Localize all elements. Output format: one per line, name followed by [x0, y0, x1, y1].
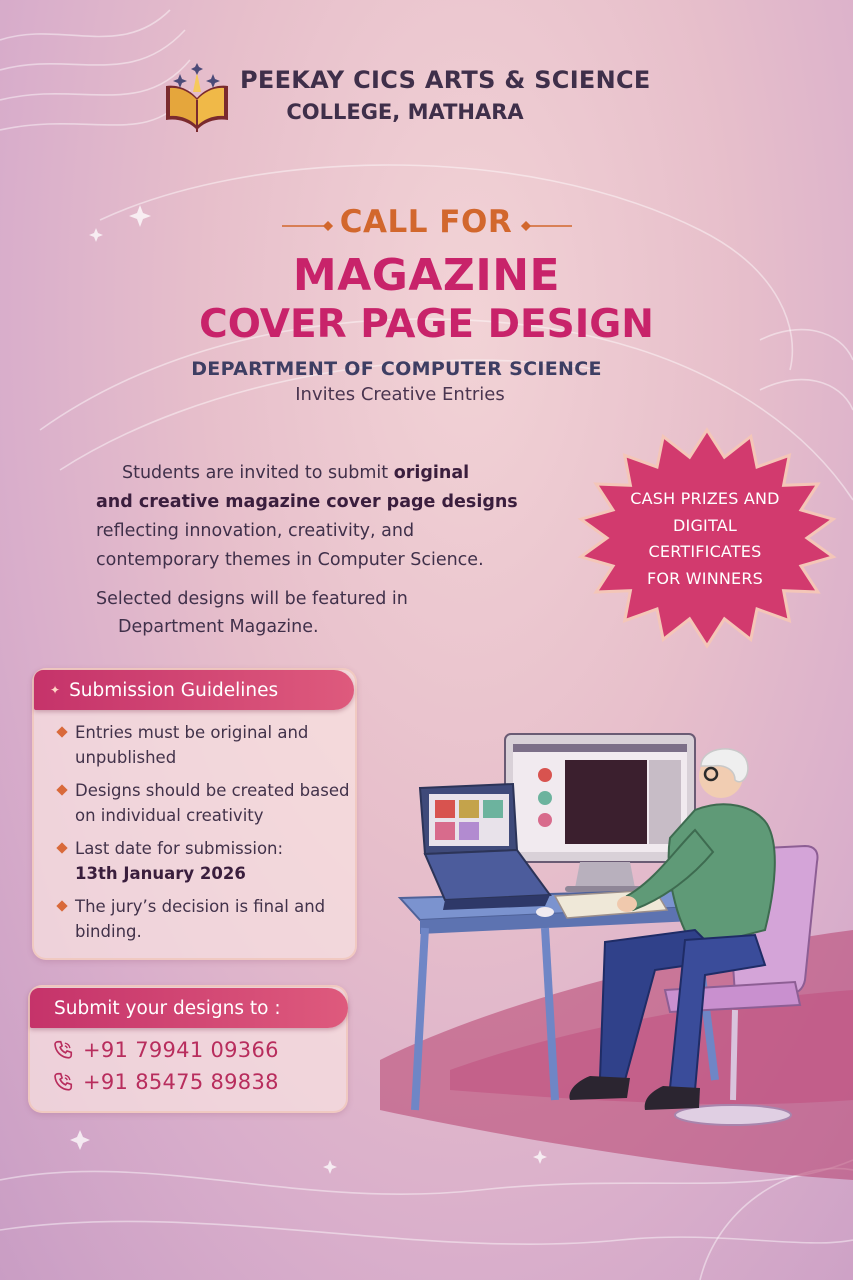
- description-featured: [96, 585, 496, 641]
- phone-icon: [52, 1071, 74, 1093]
- call-for-heading: CALL FOR: [339, 204, 513, 240]
- title-magazine: MAGAZINE: [292, 250, 561, 301]
- prize-line4: FOR WINNERS: [646, 568, 764, 588]
- guideline-deadline-label: Last date for submission:: [75, 839, 284, 858]
- desc-line6: Department Magazine.: [118, 617, 319, 637]
- phone-number-2: +91 85475 89838: [83, 1070, 279, 1094]
- deadline-date: 13th January 2026: [75, 864, 246, 883]
- guideline-item: The jury’s decision is final and binding.: [56, 894, 351, 944]
- phone-icon: [52, 1039, 74, 1061]
- phone-number-1: +91 79941 09366: [83, 1038, 279, 1062]
- book-logo-icon: [160, 62, 234, 140]
- prize-line3: CERTIFICATES: [648, 542, 762, 561]
- college-location: COLLEGE, MATHARA: [286, 100, 524, 124]
- sparkle-icon: ✦: [50, 683, 61, 697]
- desc-line4: contemporary themes in Computer Science.: [96, 550, 484, 570]
- desc-line5: Selected designs will be featured in: [96, 589, 408, 609]
- phone-contact-2[interactable]: [52, 1070, 279, 1094]
- guideline-item: Designs should be created based on individual creativity: [56, 778, 351, 828]
- invites-text: Invites Creative Entries: [295, 384, 505, 405]
- desc-line2-bold: and creative magazine cover page designs: [96, 492, 518, 512]
- submit-heading: Submit your designs to :: [30, 988, 348, 1028]
- department-name: DEPARTMENT OF COMPUTER SCIENCE: [191, 358, 602, 380]
- guidelines-list: [56, 720, 351, 952]
- college-name: PEEKAY CICS ARTS & SCIENCE: [240, 66, 651, 94]
- prize-line2: DIGITAL: [673, 515, 737, 535]
- description: [96, 459, 546, 575]
- title-cover-page-design: COVER PAGE DESIGN: [199, 302, 654, 347]
- phone-contact-1[interactable]: [52, 1038, 279, 1062]
- designer-at-desk-illustration: [395, 720, 825, 1140]
- guidelines-heading: [34, 670, 354, 710]
- guideline-item-deadline: [56, 836, 351, 886]
- desc-line1: Students are invited to submit: [122, 463, 394, 483]
- guideline-item: Entries must be original and unpublished: [56, 720, 351, 770]
- desc-line3: reflecting innovation, creativity, and: [96, 521, 415, 541]
- desc-line1-bold: original: [393, 463, 470, 483]
- guidelines-heading-text: Submission Guidelines: [69, 679, 279, 701]
- prize-line1: CASH PRIZES AND: [630, 489, 780, 508]
- prize-text: [600, 486, 810, 592]
